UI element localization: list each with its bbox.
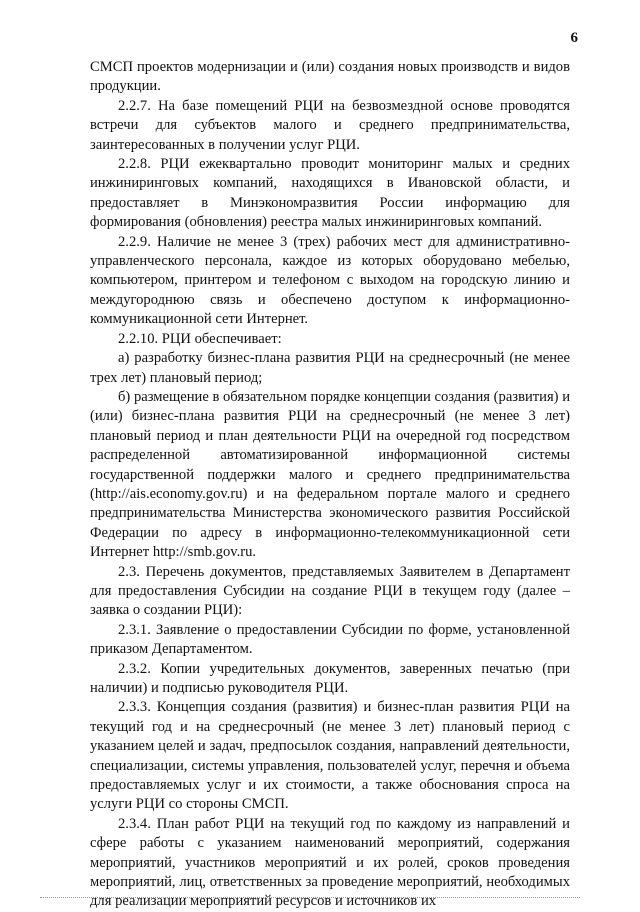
paragraph-continuation: СМСП проектов модернизации и (или) создания новых производств и видов продукции.: [90, 59, 570, 95]
scan-edge-dots: [40, 897, 580, 898]
paragraph-2-3-2: 2.3.2. Копии учредительных документов, заверенных печатью (при наличии) и подписью руководителя РЦИ.: [90, 660, 570, 696]
paragraph-2-3-4: 2.3.4. План работ РЦИ на текущий год по каждому из направлений и сфере работы с указанием наименований мероприятий, содержания мероприятий, участников мероприятий и их ролей, сроков проведения мероприятий, лиц, ответственных за проведение мероприятий, необходимых для реализации мероприятий ресурсов и источников их: [90, 815, 570, 910]
paragraph-item-a: а) разработку бизнес-плана развития РЦИ на среднесрочный (не менее трех лет) плановый период;: [90, 350, 570, 386]
paragraph-2-2-7: 2.2.7. На базе помещений РЦИ на безвозмездной основе проводятся встречи для субъектов малого и среднего предпринимательства, заинтересованных в получении услуг РЦИ.: [90, 97, 570, 153]
paragraph-2-3-1: 2.3.1. Заявление о предоставлении Субсидии по форме, установленной приказом Департаментом.: [90, 621, 570, 658]
paragraph-item-b: б) размещение в обязательном порядке концепции создания (развития) и (или) бизнес-плана развития РЦИ на среднесрочный (не менее 3 лет) плановый период и план деятельности РЦИ на очередной год посредством распределенной автоматизированной информационной системы государственной поддержки малого и среднего предпринимательства (http://ais.economy.gov.ru) и на федеральном портале малого и среднего предпринимательства Министерства экономического развития Российской Федерации по адресу в информационно-телекоммуникационной сети Интернет http://smb.gov.ru.: [90, 388, 570, 561]
page-number: 6: [570, 30, 578, 46]
paragraph-2-2-9: 2.2.9. Наличие не менее 3 (трех) рабочих мест для административно-управленческого персонала, каждое из которых оборудовано мебелью, компьютером, принтером и телефоном с выходом на городскую линию и междугороднюю связь и обеспечено доступом к информационно-коммуникационной сети Интернет.: [90, 233, 570, 328]
document-body: [90, 58, 570, 912]
paragraph-2-3: 2.3. Перечень документов, представляемых Заявителем в Департамент для предоставления Субсидии на создание РЦИ в текущем году (далее – заявка о создании РЦИ):: [90, 563, 570, 619]
paragraph-2-3-3: 2.3.3. Концепция создания (развития) и бизнес-план развития РЦИ на текущий год и на среднесрочный (не менее 3 лет) плановый период с указанием целей и задач, предпосылок создания, направлений деятельности, специализации, системы управления, пользователей услуг, перечня и объема предоставляемых услуг и их стоимости, а также обоснования спроса на услуги РЦИ со стороны СМСП.: [90, 699, 570, 813]
paragraph-2-2-8: 2.2.8. РЦИ ежеквартально проводит мониторинг малых и средних инжиниринговых компаний, находящихся в Ивановской области, и предоставляет в Минэкономразвития России информацию для формирования (обновления) реестра малых инжиниринговых компаний.: [90, 156, 570, 231]
paragraph-2-2-10: 2.2.10. РЦИ обеспечивает:: [118, 330, 282, 347]
